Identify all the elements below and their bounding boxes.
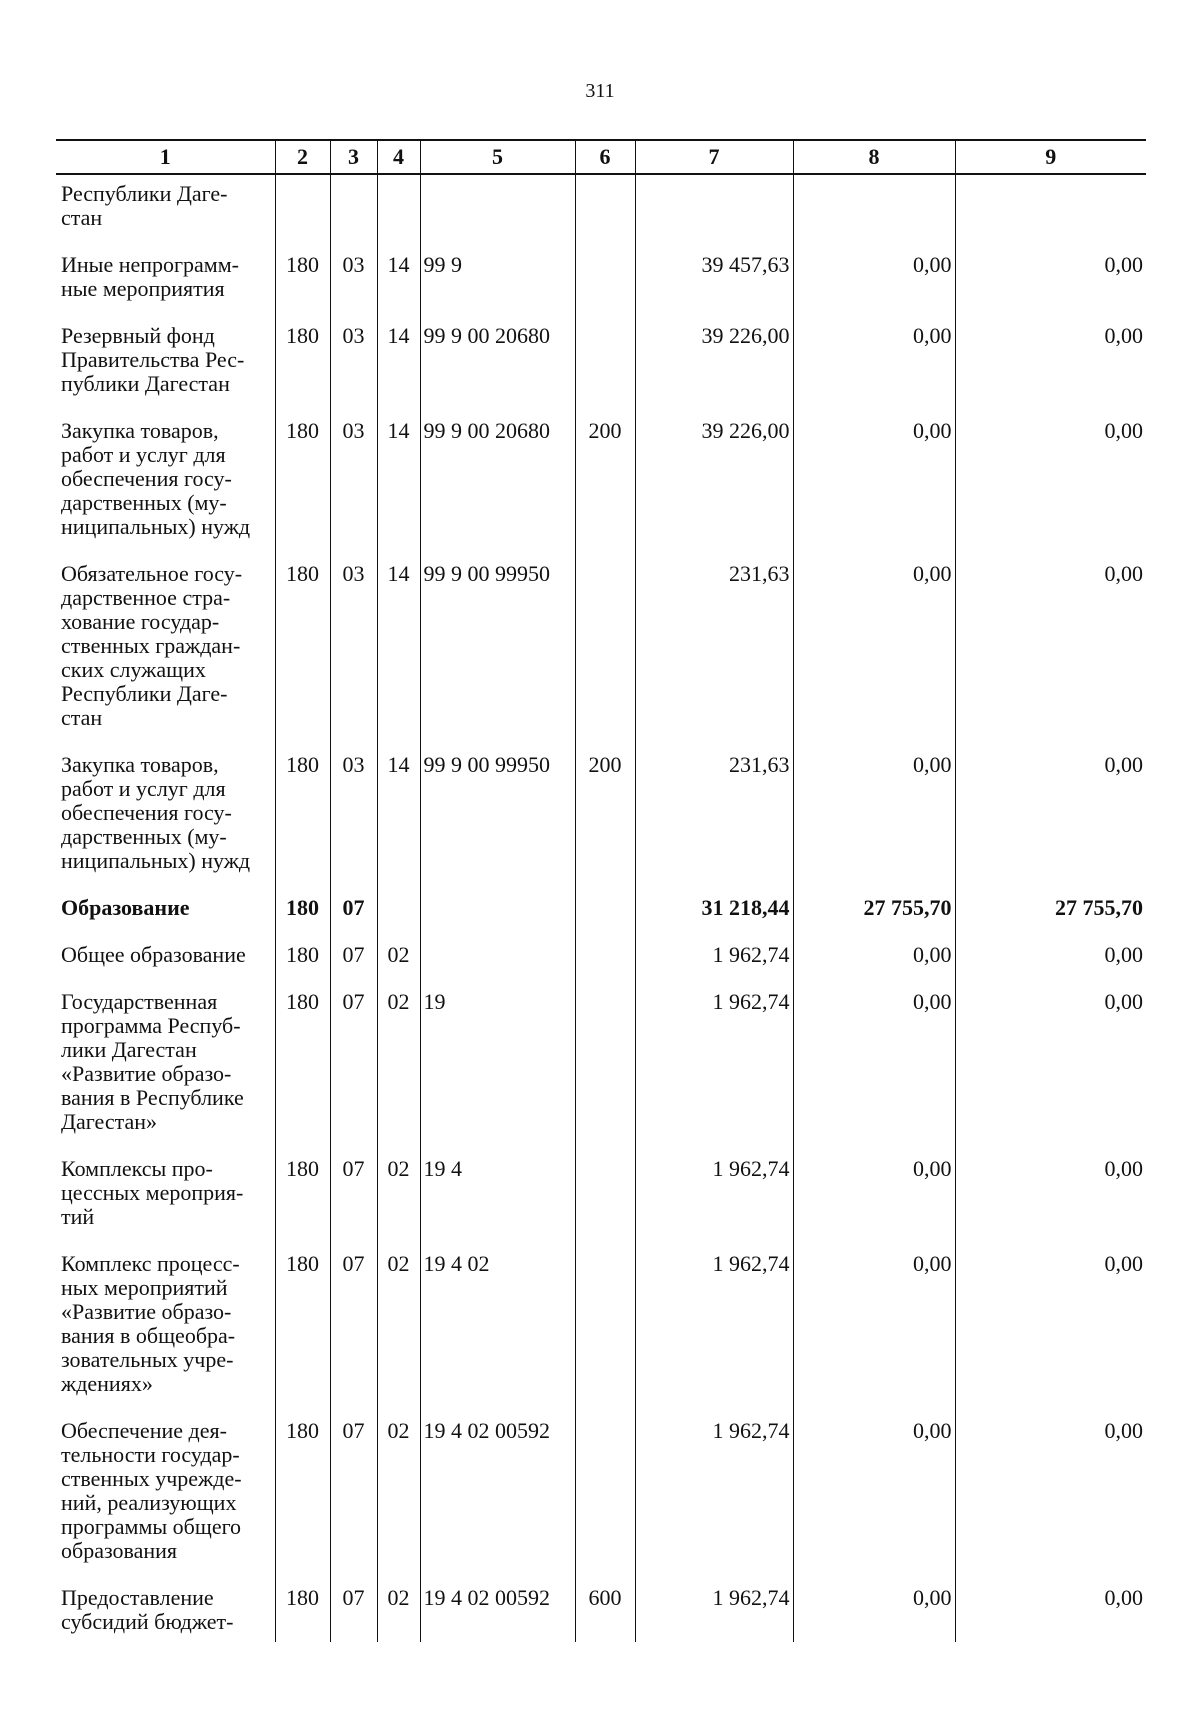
row-code-4: 14 — [377, 753, 420, 896]
row-code-4: 02 — [377, 943, 420, 990]
row-amount-7: 231,63 — [635, 753, 793, 896]
row-code-4: 02 — [377, 1252, 420, 1419]
row-code-6 — [575, 1419, 635, 1586]
row-amount-7: 1 962,74 — [635, 1157, 793, 1252]
row-name: Комплексы про- цессных мероприя- тий — [61, 1156, 244, 1229]
row-amount-9: 0,00 — [955, 324, 1146, 419]
row-amount-7: 1 962,74 — [635, 990, 793, 1157]
row-name: Обеспечение дея- тельности государ- ственных учрежде- ний, реализующих программы общего образования — [61, 1418, 242, 1563]
row-code-3: 07 — [330, 1586, 377, 1642]
row-code-6: 600 — [575, 1586, 635, 1642]
row-amount-8: 0,00 — [793, 562, 955, 753]
page-number: 311 — [585, 80, 615, 102]
row-code-6 — [575, 1157, 635, 1252]
row-amount-9: 0,00 — [955, 753, 1146, 896]
row-code-3: 07 — [330, 1252, 377, 1419]
row-code-6 — [575, 253, 635, 324]
budget-table — [56, 139, 1146, 1642]
column-header-3: 3 — [330, 140, 377, 174]
row-amount-9: 0,00 — [955, 1586, 1146, 1642]
row-amount-7: 1 962,74 — [635, 1419, 793, 1586]
row-code-3: 03 — [330, 253, 377, 324]
table-row — [56, 174, 1146, 253]
row-amount-8: 0,00 — [793, 419, 955, 562]
row-code-5: 19 4 02 00592 — [420, 1419, 575, 1586]
row-name: Закупка товаров, работ и услуг для обеспечения госу- дарственных (му- ниципальных) нужд — [61, 752, 251, 873]
row-amount-9: 0,00 — [955, 419, 1146, 562]
row-code-6 — [575, 562, 635, 753]
row-name: Закупка товаров, работ и услуг для обеспечения госу- дарственных (му- ниципальных) нужд — [61, 418, 251, 539]
row-code-2: 180 — [275, 562, 330, 753]
table-row — [56, 943, 1146, 990]
table-row — [56, 1252, 1146, 1419]
table-row — [56, 324, 1146, 419]
row-amount-8: 0,00 — [793, 1586, 955, 1642]
table-header-row — [56, 140, 1146, 174]
table-row — [56, 753, 1146, 896]
row-code-6: 200 — [575, 753, 635, 896]
row-code-6 — [575, 990, 635, 1157]
row-code-4 — [377, 896, 420, 943]
row-code-5: 99 9 — [420, 253, 575, 324]
row-code-2: 180 — [275, 943, 330, 990]
column-header-9: 9 — [955, 140, 1146, 174]
row-code-6 — [575, 1252, 635, 1419]
table-row — [56, 896, 1146, 943]
row-amount-7: 39 226,00 — [635, 419, 793, 562]
row-amount-7 — [635, 174, 793, 253]
column-header-6: 6 — [575, 140, 635, 174]
row-amount-7: 31 218,44 — [635, 896, 793, 943]
row-code-5 — [420, 174, 575, 253]
row-code-4: 02 — [377, 1586, 420, 1642]
row-amount-7: 1 962,74 — [635, 1252, 793, 1419]
row-amount-7: 231,63 — [635, 562, 793, 753]
row-code-6 — [575, 174, 635, 253]
row-code-5: 19 4 02 — [420, 1252, 575, 1419]
row-code-2: 180 — [275, 896, 330, 943]
column-header-1: 1 — [56, 140, 275, 174]
row-amount-8: 0,00 — [793, 1157, 955, 1252]
row-amount-8 — [793, 174, 955, 253]
row-code-4: 02 — [377, 1157, 420, 1252]
column-header-7: 7 — [635, 140, 793, 174]
column-header-4: 4 — [377, 140, 420, 174]
row-code-2: 180 — [275, 1586, 330, 1642]
row-name: Иные непрограмм- ные мероприятия — [61, 252, 239, 301]
row-code-6 — [575, 324, 635, 419]
row-amount-8: 27 755,70 — [793, 896, 955, 943]
row-code-3: 07 — [330, 1419, 377, 1586]
row-code-2: 180 — [275, 324, 330, 419]
row-amount-8: 0,00 — [793, 324, 955, 419]
row-code-4: 14 — [377, 419, 420, 562]
table-row — [56, 1157, 1146, 1252]
row-amount-8: 0,00 — [793, 943, 955, 990]
table-row — [56, 253, 1146, 324]
row-code-4 — [377, 174, 420, 253]
row-code-3: 03 — [330, 753, 377, 896]
row-name: Образование — [61, 895, 190, 920]
row-amount-7: 39 457,63 — [635, 253, 793, 324]
row-name: Предоставление субсидий бюджет- — [61, 1585, 234, 1634]
row-code-4: 14 — [377, 562, 420, 753]
row-amount-9: 0,00 — [955, 253, 1146, 324]
table-row — [56, 419, 1146, 562]
row-name: Резервный фонд Правительства Рес- публики Дагестан — [61, 323, 245, 396]
row-code-2 — [275, 174, 330, 253]
row-code-2: 180 — [275, 753, 330, 896]
row-code-5: 99 9 00 20680 — [420, 419, 575, 562]
row-amount-9: 0,00 — [955, 943, 1146, 990]
row-name: Обязательное госу- дарственное стра- хование государ- ственных граждан- ских служащих Республики Даге- стан — [61, 561, 243, 730]
row-amount-9 — [955, 174, 1146, 253]
row-code-3: 03 — [330, 419, 377, 562]
row-name: Комплекс процесс- ных мероприятий «Развитие образо- вания в общеобра- зовательных учре- ждениях» — [61, 1251, 240, 1396]
row-code-3: 07 — [330, 1157, 377, 1252]
table-row — [56, 990, 1146, 1157]
row-code-3: 07 — [330, 896, 377, 943]
row-code-5: 99 9 00 20680 — [420, 324, 575, 419]
row-code-4: 14 — [377, 324, 420, 419]
row-code-5: 19 4 02 00592 — [420, 1586, 575, 1642]
row-code-6: 200 — [575, 419, 635, 562]
row-code-4: 02 — [377, 990, 420, 1157]
row-amount-8: 0,00 — [793, 1419, 955, 1586]
row-code-3: 03 — [330, 562, 377, 753]
row-code-5: 99 9 00 99950 — [420, 753, 575, 896]
column-header-5: 5 — [420, 140, 575, 174]
row-code-2: 180 — [275, 1419, 330, 1586]
row-code-3: 03 — [330, 324, 377, 419]
row-code-2: 180 — [275, 419, 330, 562]
row-code-2: 180 — [275, 253, 330, 324]
row-code-2: 180 — [275, 1252, 330, 1419]
row-amount-8: 0,00 — [793, 990, 955, 1157]
row-amount-9: 27 755,70 — [955, 896, 1146, 943]
row-code-2: 180 — [275, 990, 330, 1157]
row-code-5: 19 4 — [420, 1157, 575, 1252]
row-code-5 — [420, 896, 575, 943]
row-code-5: 99 9 00 99950 — [420, 562, 575, 753]
row-code-3: 07 — [330, 943, 377, 990]
row-code-6 — [575, 896, 635, 943]
row-name: Республики Даге- стан — [61, 181, 228, 230]
row-amount-8: 0,00 — [793, 753, 955, 896]
row-name: Государственная программа Респуб- лики Дагестан «Развитие образо- вания в Республике Дагестан» — [61, 989, 244, 1134]
row-code-5: 19 — [420, 990, 575, 1157]
row-name: Общее образование — [61, 942, 246, 967]
row-amount-8: 0,00 — [793, 1252, 955, 1419]
row-amount-8: 0,00 — [793, 253, 955, 324]
row-code-6 — [575, 943, 635, 990]
row-amount-7: 39 226,00 — [635, 324, 793, 419]
row-amount-9: 0,00 — [955, 1419, 1146, 1586]
row-amount-7: 1 962,74 — [635, 1586, 793, 1642]
row-amount-7: 1 962,74 — [635, 943, 793, 990]
row-amount-9: 0,00 — [955, 1157, 1146, 1252]
row-code-4: 02 — [377, 1419, 420, 1586]
column-header-8: 8 — [793, 140, 955, 174]
row-code-5 — [420, 943, 575, 990]
row-code-4: 14 — [377, 253, 420, 324]
column-header-2: 2 — [275, 140, 330, 174]
table-body — [56, 174, 1146, 1642]
row-amount-9: 0,00 — [955, 990, 1146, 1157]
row-amount-9: 0,00 — [955, 1252, 1146, 1419]
row-code-2: 180 — [275, 1157, 330, 1252]
table-row — [56, 562, 1146, 753]
row-code-3: 07 — [330, 990, 377, 1157]
table-row — [56, 1419, 1146, 1586]
row-amount-9: 0,00 — [955, 562, 1146, 753]
table-row — [56, 1586, 1146, 1642]
row-code-3 — [330, 174, 377, 253]
